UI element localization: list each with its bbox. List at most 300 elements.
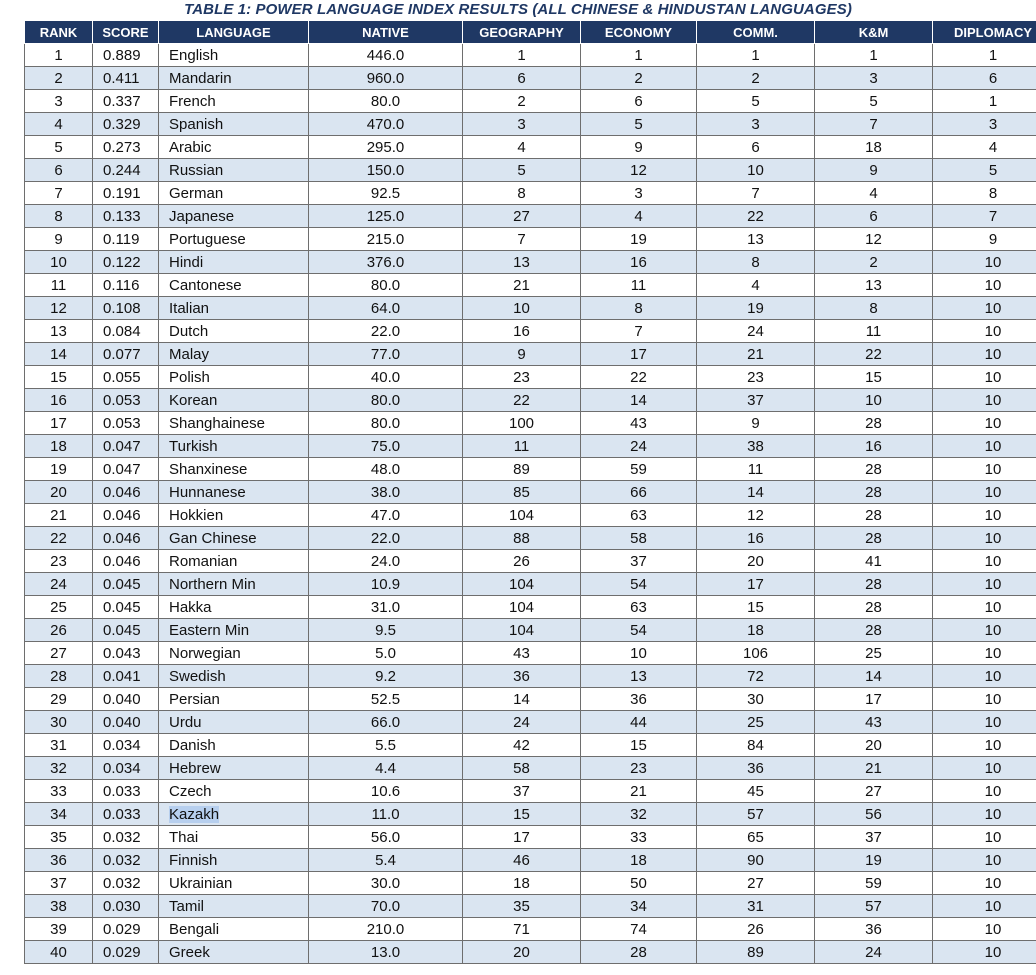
- cell-geography: 89: [463, 458, 581, 481]
- cell-rank: 13: [25, 320, 93, 343]
- cell-native: 5.0: [309, 642, 463, 665]
- cell-language: Shanghainese: [159, 412, 309, 435]
- cell-km: 14: [815, 665, 933, 688]
- cell-km: 24: [815, 941, 933, 964]
- cell-rank: 2: [25, 67, 93, 90]
- cell-rank: 22: [25, 527, 93, 550]
- cell-native: 22.0: [309, 527, 463, 550]
- cell-native: 13.0: [309, 941, 463, 964]
- cell-diplomacy: 7: [933, 205, 1036, 228]
- table-row: [25, 895, 1036, 918]
- cell-economy: 1: [581, 44, 697, 67]
- cell-rank: 3: [25, 90, 93, 113]
- cell-language: Spanish: [159, 113, 309, 136]
- cell-score: 0.119: [93, 228, 159, 251]
- table-row: [25, 205, 1036, 228]
- cell-language: Czech: [159, 780, 309, 803]
- cell-language: Arabic: [159, 136, 309, 159]
- cell-economy: 32: [581, 803, 697, 826]
- cell-geography: 88: [463, 527, 581, 550]
- cell-economy: 43: [581, 412, 697, 435]
- cell-comm: 15: [697, 596, 815, 619]
- cell-geography: 16: [463, 320, 581, 343]
- cell-geography: 17: [463, 826, 581, 849]
- cell-km: 28: [815, 596, 933, 619]
- cell-geography: 9: [463, 343, 581, 366]
- cell-comm: 19: [697, 297, 815, 320]
- cell-language: Portuguese: [159, 228, 309, 251]
- cell-score: 0.084: [93, 320, 159, 343]
- cell-economy: 10: [581, 642, 697, 665]
- cell-economy: 21: [581, 780, 697, 803]
- cell-score: 0.046: [93, 527, 159, 550]
- cell-native: 5.4: [309, 849, 463, 872]
- cell-score: 0.133: [93, 205, 159, 228]
- cell-km: 18: [815, 136, 933, 159]
- cell-comm: 14: [697, 481, 815, 504]
- cell-economy: 12: [581, 159, 697, 182]
- cell-comm: 26: [697, 918, 815, 941]
- cell-km: 12: [815, 228, 933, 251]
- cell-score: 0.047: [93, 458, 159, 481]
- header-native: NATIVE: [309, 21, 463, 44]
- cell-language: Ukrainian: [159, 872, 309, 895]
- cell-km: 10: [815, 389, 933, 412]
- cell-geography: 37: [463, 780, 581, 803]
- cell-geography: 36: [463, 665, 581, 688]
- cell-score: 0.077: [93, 343, 159, 366]
- cell-rank: 33: [25, 780, 93, 803]
- cell-comm: 23: [697, 366, 815, 389]
- cell-economy: 36: [581, 688, 697, 711]
- cell-score: 0.046: [93, 504, 159, 527]
- table-row: [25, 734, 1036, 757]
- cell-native: 75.0: [309, 435, 463, 458]
- cell-diplomacy: 10: [933, 780, 1036, 803]
- header-rank: RANK: [25, 21, 93, 44]
- table-row: [25, 849, 1036, 872]
- table-row: [25, 527, 1036, 550]
- cell-language: Persian: [159, 688, 309, 711]
- cell-language: English: [159, 44, 309, 67]
- cell-km: 37: [815, 826, 933, 849]
- cell-comm: 72: [697, 665, 815, 688]
- cell-economy: 28: [581, 941, 697, 964]
- cell-diplomacy: 10: [933, 251, 1036, 274]
- cell-diplomacy: 4: [933, 136, 1036, 159]
- cell-economy: 13: [581, 665, 697, 688]
- cell-native: 80.0: [309, 412, 463, 435]
- cell-score: 0.029: [93, 941, 159, 964]
- cell-rank: 34: [25, 803, 93, 826]
- cell-km: 59: [815, 872, 933, 895]
- cell-rank: 32: [25, 757, 93, 780]
- table-row: [25, 182, 1036, 205]
- cell-diplomacy: 9: [933, 228, 1036, 251]
- cell-diplomacy: 10: [933, 274, 1036, 297]
- header-economy: ECONOMY: [581, 21, 697, 44]
- cell-economy: 24: [581, 435, 697, 458]
- cell-language: Urdu: [159, 711, 309, 734]
- cell-diplomacy: 10: [933, 504, 1036, 527]
- cell-geography: 14: [463, 688, 581, 711]
- cell-rank: 8: [25, 205, 93, 228]
- cell-geography: 104: [463, 504, 581, 527]
- cell-native: 30.0: [309, 872, 463, 895]
- header-geography: GEOGRAPHY: [463, 21, 581, 44]
- power-language-index-table: [24, 20, 1036, 964]
- cell-diplomacy: 10: [933, 550, 1036, 573]
- cell-diplomacy: 6: [933, 67, 1036, 90]
- table-row: [25, 435, 1036, 458]
- cell-score: 0.045: [93, 573, 159, 596]
- cell-score: 0.108: [93, 297, 159, 320]
- cell-km: 28: [815, 619, 933, 642]
- cell-km: 21: [815, 757, 933, 780]
- cell-geography: 104: [463, 619, 581, 642]
- cell-score: 0.033: [93, 803, 159, 826]
- header-language: LANGUAGE: [159, 21, 309, 44]
- cell-km: 6: [815, 205, 933, 228]
- cell-language: Shanxinese: [159, 458, 309, 481]
- cell-economy: 54: [581, 573, 697, 596]
- cell-geography: 58: [463, 757, 581, 780]
- cell-score: 0.046: [93, 481, 159, 504]
- cell-comm: 6: [697, 136, 815, 159]
- cell-comm: 16: [697, 527, 815, 550]
- cell-geography: 3: [463, 113, 581, 136]
- cell-native: 4.4: [309, 757, 463, 780]
- cell-rank: 27: [25, 642, 93, 665]
- cell-economy: 17: [581, 343, 697, 366]
- header-km: K&M: [815, 21, 933, 44]
- cell-native: 92.5: [309, 182, 463, 205]
- cell-native: 80.0: [309, 274, 463, 297]
- table-row: [25, 826, 1036, 849]
- cell-rank: 1: [25, 44, 93, 67]
- cell-rank: 23: [25, 550, 93, 573]
- cell-km: 19: [815, 849, 933, 872]
- table-row: [25, 780, 1036, 803]
- cell-language: Tamil: [159, 895, 309, 918]
- cell-rank: 31: [25, 734, 93, 757]
- cell-km: 9: [815, 159, 933, 182]
- table-row: [25, 642, 1036, 665]
- cell-comm: 37: [697, 389, 815, 412]
- cell-score: 0.337: [93, 90, 159, 113]
- cell-rank: 4: [25, 113, 93, 136]
- cell-geography: 46: [463, 849, 581, 872]
- cell-rank: 7: [25, 182, 93, 205]
- cell-comm: 13: [697, 228, 815, 251]
- cell-economy: 15: [581, 734, 697, 757]
- cell-comm: 18: [697, 619, 815, 642]
- cell-economy: 14: [581, 389, 697, 412]
- cell-economy: 8: [581, 297, 697, 320]
- table-row: [25, 251, 1036, 274]
- cell-geography: 104: [463, 573, 581, 596]
- cell-rank: 36: [25, 849, 93, 872]
- cell-comm: 10: [697, 159, 815, 182]
- table-row: [25, 803, 1036, 826]
- cell-rank: 25: [25, 596, 93, 619]
- cell-km: 22: [815, 343, 933, 366]
- cell-score: 0.191: [93, 182, 159, 205]
- cell-km: 36: [815, 918, 933, 941]
- cell-native: 210.0: [309, 918, 463, 941]
- cell-rank: 14: [25, 343, 93, 366]
- cell-diplomacy: 10: [933, 366, 1036, 389]
- cell-km: 7: [815, 113, 933, 136]
- cell-native: 22.0: [309, 320, 463, 343]
- cell-geography: 100: [463, 412, 581, 435]
- cell-diplomacy: 10: [933, 734, 1036, 757]
- cell-native: 40.0: [309, 366, 463, 389]
- cell-language: Hebrew: [159, 757, 309, 780]
- cell-comm: 27: [697, 872, 815, 895]
- cell-language: Dutch: [159, 320, 309, 343]
- cell-comm: 30: [697, 688, 815, 711]
- cell-rank: 6: [25, 159, 93, 182]
- cell-rank: 17: [25, 412, 93, 435]
- table-row: [25, 343, 1036, 366]
- cell-score: 0.045: [93, 619, 159, 642]
- cell-economy: 22: [581, 366, 697, 389]
- cell-diplomacy: 1: [933, 90, 1036, 113]
- cell-score: 0.411: [93, 67, 159, 90]
- cell-geography: 2: [463, 90, 581, 113]
- cell-native: 215.0: [309, 228, 463, 251]
- cell-economy: 37: [581, 550, 697, 573]
- cell-language: Malay: [159, 343, 309, 366]
- cell-geography: 26: [463, 550, 581, 573]
- cell-native: 66.0: [309, 711, 463, 734]
- cell-economy: 16: [581, 251, 697, 274]
- cell-economy: 23: [581, 757, 697, 780]
- cell-score: 0.122: [93, 251, 159, 274]
- cell-score: 0.273: [93, 136, 159, 159]
- cell-economy: 66: [581, 481, 697, 504]
- cell-language: Mandarin: [159, 67, 309, 90]
- table-row: [25, 366, 1036, 389]
- cell-km: 15: [815, 366, 933, 389]
- cell-economy: 4: [581, 205, 697, 228]
- cell-km: 28: [815, 573, 933, 596]
- selected-text-highlight[interactable]: Kazakh: [169, 805, 220, 823]
- cell-diplomacy: 10: [933, 895, 1036, 918]
- cell-native: 70.0: [309, 895, 463, 918]
- cell-comm: 45: [697, 780, 815, 803]
- cell-km: 5: [815, 90, 933, 113]
- cell-economy: 11: [581, 274, 697, 297]
- cell-diplomacy: 10: [933, 757, 1036, 780]
- cell-comm: 2: [697, 67, 815, 90]
- cell-geography: 71: [463, 918, 581, 941]
- cell-language: Eastern Min: [159, 619, 309, 642]
- cell-language: Norwegian: [159, 642, 309, 665]
- cell-rank: 19: [25, 458, 93, 481]
- cell-diplomacy: 10: [933, 343, 1036, 366]
- cell-diplomacy: 10: [933, 389, 1036, 412]
- cell-economy: 63: [581, 504, 697, 527]
- cell-comm: 21: [697, 343, 815, 366]
- cell-comm: 9: [697, 412, 815, 435]
- cell-economy: 34: [581, 895, 697, 918]
- table-row: [25, 136, 1036, 159]
- cell-score: 0.047: [93, 435, 159, 458]
- cell-language: German: [159, 182, 309, 205]
- cell-geography: 10: [463, 297, 581, 320]
- cell-diplomacy: 3: [933, 113, 1036, 136]
- cell-rank: 28: [25, 665, 93, 688]
- cell-score: 0.030: [93, 895, 159, 918]
- cell-geography: 4: [463, 136, 581, 159]
- cell-language: Hokkien: [159, 504, 309, 527]
- cell-language: Hakka: [159, 596, 309, 619]
- cell-diplomacy: 10: [933, 619, 1036, 642]
- cell-economy: 9: [581, 136, 697, 159]
- cell-score: 0.116: [93, 274, 159, 297]
- cell-score: 0.032: [93, 872, 159, 895]
- cell-diplomacy: 10: [933, 642, 1036, 665]
- cell-diplomacy: 5: [933, 159, 1036, 182]
- table-body: [25, 44, 1036, 964]
- cell-geography: 18: [463, 872, 581, 895]
- cell-rank: 37: [25, 872, 93, 895]
- cell-diplomacy: 1: [933, 44, 1036, 67]
- cell-language: Polish: [159, 366, 309, 389]
- cell-diplomacy: 10: [933, 872, 1036, 895]
- cell-km: 28: [815, 527, 933, 550]
- cell-rank: 21: [25, 504, 93, 527]
- cell-geography: 43: [463, 642, 581, 665]
- table-row: [25, 113, 1036, 136]
- cell-geography: 1: [463, 44, 581, 67]
- cell-language: Korean: [159, 389, 309, 412]
- cell-economy: 5: [581, 113, 697, 136]
- cell-score: 0.034: [93, 757, 159, 780]
- cell-native: 470.0: [309, 113, 463, 136]
- cell-geography: 7: [463, 228, 581, 251]
- cell-economy: 59: [581, 458, 697, 481]
- cell-comm: 1: [697, 44, 815, 67]
- cell-native: 10.6: [309, 780, 463, 803]
- cell-comm: 38: [697, 435, 815, 458]
- cell-native: 11.0: [309, 803, 463, 826]
- table-row: [25, 550, 1036, 573]
- cell-km: 27: [815, 780, 933, 803]
- cell-score: 0.889: [93, 44, 159, 67]
- cell-geography: 11: [463, 435, 581, 458]
- cell-score: 0.244: [93, 159, 159, 182]
- cell-km: 43: [815, 711, 933, 734]
- cell-comm: 12: [697, 504, 815, 527]
- cell-rank: 26: [25, 619, 93, 642]
- cell-diplomacy: 10: [933, 596, 1036, 619]
- table-row: [25, 412, 1036, 435]
- cell-diplomacy: 10: [933, 435, 1036, 458]
- cell-geography: 8: [463, 182, 581, 205]
- table-row: [25, 872, 1036, 895]
- cell-km: 4: [815, 182, 933, 205]
- cell-km: 25: [815, 642, 933, 665]
- table-row: [25, 481, 1036, 504]
- cell-geography: 24: [463, 711, 581, 734]
- cell-geography: 42: [463, 734, 581, 757]
- cell-comm: 11: [697, 458, 815, 481]
- table-title: TABLE 1: POWER LANGUAGE INDEX RESULTS (ALL CHINESE & HINDUSTAN LANGUAGES): [184, 1, 852, 18]
- cell-rank: 11: [25, 274, 93, 297]
- cell-score: 0.029: [93, 918, 159, 941]
- cell-geography: 35: [463, 895, 581, 918]
- cell-km: 2: [815, 251, 933, 274]
- table-row: [25, 596, 1036, 619]
- table-row: [25, 665, 1036, 688]
- cell-economy: 19: [581, 228, 697, 251]
- cell-language: Finnish: [159, 849, 309, 872]
- cell-diplomacy: 10: [933, 711, 1036, 734]
- cell-language: Greek: [159, 941, 309, 964]
- table-row: [25, 389, 1036, 412]
- cell-km: 28: [815, 412, 933, 435]
- cell-rank: 5: [25, 136, 93, 159]
- table-row: [25, 573, 1036, 596]
- table-row: [25, 297, 1036, 320]
- cell-score: 0.055: [93, 366, 159, 389]
- cell-diplomacy: 10: [933, 826, 1036, 849]
- cell-km: 57: [815, 895, 933, 918]
- cell-comm: 20: [697, 550, 815, 573]
- cell-geography: 85: [463, 481, 581, 504]
- cell-economy: 44: [581, 711, 697, 734]
- cell-economy: 18: [581, 849, 697, 872]
- table-row: [25, 504, 1036, 527]
- cell-native: 64.0: [309, 297, 463, 320]
- cell-native: 10.9: [309, 573, 463, 596]
- cell-km: 13: [815, 274, 933, 297]
- table-row: [25, 941, 1036, 964]
- cell-native: 376.0: [309, 251, 463, 274]
- cell-score: 0.034: [93, 734, 159, 757]
- cell-comm: 57: [697, 803, 815, 826]
- cell-economy: 2: [581, 67, 697, 90]
- table-row: [25, 918, 1036, 941]
- cell-diplomacy: 10: [933, 688, 1036, 711]
- cell-diplomacy: 10: [933, 481, 1036, 504]
- cell-language: [159, 803, 309, 826]
- cell-rank: 30: [25, 711, 93, 734]
- cell-language: Romanian: [159, 550, 309, 573]
- cell-diplomacy: 10: [933, 320, 1036, 343]
- cell-score: 0.032: [93, 849, 159, 872]
- table-row: [25, 90, 1036, 113]
- cell-rank: 35: [25, 826, 93, 849]
- cell-diplomacy: 10: [933, 297, 1036, 320]
- cell-km: 41: [815, 550, 933, 573]
- cell-rank: 16: [25, 389, 93, 412]
- cell-language: Gan Chinese: [159, 527, 309, 550]
- table-row: [25, 757, 1036, 780]
- cell-comm: 89: [697, 941, 815, 964]
- cell-language: Thai: [159, 826, 309, 849]
- cell-rank: 12: [25, 297, 93, 320]
- cell-km: 56: [815, 803, 933, 826]
- table-row: [25, 159, 1036, 182]
- cell-km: 17: [815, 688, 933, 711]
- table-row: [25, 711, 1036, 734]
- cell-geography: 20: [463, 941, 581, 964]
- cell-km: 28: [815, 458, 933, 481]
